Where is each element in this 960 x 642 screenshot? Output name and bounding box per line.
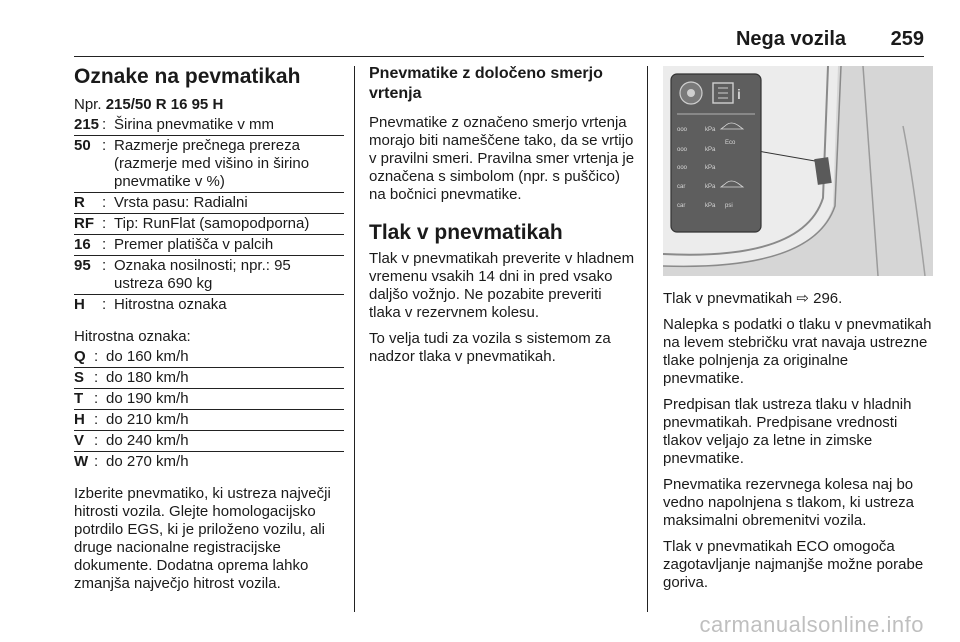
- cold-pressure-text: Predpisan tlak ustreza tlaku v hladnih pnevmatikah. Predpisane vrednosti tlakov veljajo za letne in zimske pnevmatike.: [663, 396, 912, 467]
- directional-tires-text: Pnevmatike z označeno smerjo vrtenja morajo biti nameščene tako, da se vrtijo v pravilni smeri. Pravilna smer vrtenja je označena s simbolom (npr. s puščico) na bočnici pnevmatike.: [369, 114, 635, 203]
- definition-row: [74, 257, 344, 295]
- definition-key: 215: [74, 116, 100, 133]
- column-divider-1: [354, 66, 355, 612]
- definition-colon: :: [94, 411, 99, 428]
- definition-key: T: [74, 390, 84, 407]
- definition-key: RF: [74, 215, 94, 232]
- page-number: 259: [890, 28, 924, 50]
- example-prefix: Npr.: [74, 96, 102, 113]
- definition-value: Tip: RunFlat (samopodporna): [114, 215, 310, 232]
- label-location-text: Nalepka s podatki o tlaku v pnevmatikah na levem stebričku vrat navaja ustrezne tlake polnjenja za originalne pnevmatike.: [663, 316, 932, 387]
- kpa-label: kPa: [705, 203, 716, 209]
- definition-value: do 210 km/h: [106, 411, 189, 428]
- definition-key: Q: [74, 348, 86, 365]
- definition-row: [74, 432, 344, 452]
- column-tire-markings: [74, 64, 344, 601]
- column-pressure-label: [663, 290, 933, 600]
- definition-key: S: [74, 369, 85, 386]
- definition-value: do 160 km/h: [106, 348, 189, 365]
- definition-key: 50: [74, 137, 91, 154]
- definition-value: Širina pnevmatike v mm: [114, 116, 275, 133]
- spare-wheel-text: Pnevmatika rezervnega kolesa naj bo vedno napolnjena s tlakom, ki ustreza maksimalni obremenitvi vozila.: [663, 476, 914, 529]
- definition-value: do 240 km/h: [106, 432, 189, 449]
- definition-key: W: [74, 453, 89, 470]
- column-direction-pressure: [369, 64, 637, 374]
- definition-colon: :: [94, 369, 99, 386]
- definition-row: [74, 116, 344, 136]
- svg-text:car: car: [677, 184, 686, 190]
- door-pillar-illustration: [663, 66, 933, 276]
- definition-row: [74, 390, 344, 410]
- definition-row: [74, 194, 344, 214]
- definition-value: Oznaka nosilnosti; npr.: 95 ustreza 690 kg: [114, 257, 291, 292]
- definition-key: 95: [74, 257, 91, 274]
- pressure-reference: Tlak v pnevmatikah ⇨ 296.: [663, 290, 843, 307]
- definition-value: do 180 km/h: [106, 369, 189, 386]
- definition-colon: :: [102, 194, 107, 211]
- definition-colon: :: [102, 296, 107, 313]
- tire-pressure-title: Tlak v pnevmatikah: [369, 221, 563, 244]
- kpa-label: kPa: [705, 165, 716, 171]
- kpa-label: kPa: [705, 127, 716, 133]
- directional-tires-title: Pnevmatike z določeno smerjo vrtenja: [369, 65, 603, 102]
- speed-title: Hitrostna oznaka:: [74, 328, 191, 345]
- svg-text:car: car: [677, 203, 686, 209]
- eco-pressure-text: Tlak v pnevmatikah ECO omogoča zagotavljanje najmanjše možne porabe goriva.: [663, 538, 924, 591]
- page-header: [74, 26, 924, 57]
- definition-row: [74, 137, 344, 193]
- closing-paragraph: Izberite pnevmatiko, ki ustreza največji hitrosti vozila. Glejte homologacijsko potrdilo EGS, ki je priloženo vozilu, ali druge nacionalne registracijske dokumente. Dodatna oprema lahko zmanjša največjo hitrost vozila.: [74, 485, 331, 592]
- eco-label: Eco: [725, 140, 736, 146]
- definition-row: [74, 236, 344, 256]
- definition-row: [74, 411, 344, 431]
- definition-value: do 270 km/h: [106, 453, 189, 470]
- speed-ratings: [74, 348, 344, 471]
- marking-definitions: [74, 116, 344, 314]
- definition-colon: :: [102, 257, 107, 274]
- definition-value: Premer platišča v palcih: [114, 236, 274, 253]
- kpa-label: kPa: [705, 147, 716, 153]
- section-title: Nega vozila: [735, 28, 846, 50]
- definition-value: Vrsta pasu: Radialni: [114, 194, 248, 211]
- definition-value: do 190 km/h: [106, 390, 189, 407]
- svg-text:ooo: ooo: [677, 127, 688, 133]
- definition-row: [74, 296, 344, 314]
- definition-colon: :: [102, 116, 107, 133]
- definition-value: Razmerje prečnega prereza (razmerje med višino in širino pnevmatike v %): [114, 137, 310, 190]
- tpms-text: To velja tudi za vozila s sistemom za nadzor tlaka v pnevmatikah.: [369, 330, 611, 365]
- example-code: 215/50 R 16 95 H: [105, 96, 224, 113]
- psi-label: psi: [725, 203, 733, 209]
- kpa-label: kPa: [705, 184, 716, 190]
- definition-key: 16: [74, 236, 91, 253]
- definition-colon: :: [102, 137, 107, 154]
- definition-key: H: [74, 296, 85, 313]
- definition-colon: :: [94, 348, 99, 365]
- example-line: [74, 96, 344, 114]
- definition-value: Hitrostna oznaka: [114, 296, 227, 313]
- definition-colon: :: [94, 390, 99, 407]
- definition-colon: :: [94, 432, 99, 449]
- definition-key: R: [74, 194, 85, 211]
- svg-text:ooo: ooo: [677, 147, 688, 153]
- definition-row: [74, 215, 344, 235]
- tire-markings-title: Oznake na pevmatikah: [74, 65, 301, 88]
- definition-key: H: [74, 411, 85, 428]
- tire-pressure-text: Tlak v pnevmatikah preverite v hladnem vremenu vsakih 14 dni in pred vsako daljšo vožnjo. Ne pozabite preveriti tlaka v rezervnem kolesu.: [369, 250, 635, 321]
- definition-key: V: [74, 432, 85, 449]
- definition-colon: :: [102, 236, 107, 253]
- definition-row: [74, 369, 344, 389]
- svg-text:ooo: ooo: [677, 165, 688, 171]
- definition-row: [74, 348, 344, 368]
- definition-row: [74, 453, 344, 471]
- tire-pressure-label-figure: [663, 66, 933, 276]
- definition-colon: :: [102, 215, 107, 232]
- svg-text:i: i: [737, 86, 741, 102]
- watermark: carmanualsonline.info: [699, 612, 924, 637]
- column-divider-2: [647, 66, 648, 612]
- definition-colon: :: [94, 453, 99, 470]
